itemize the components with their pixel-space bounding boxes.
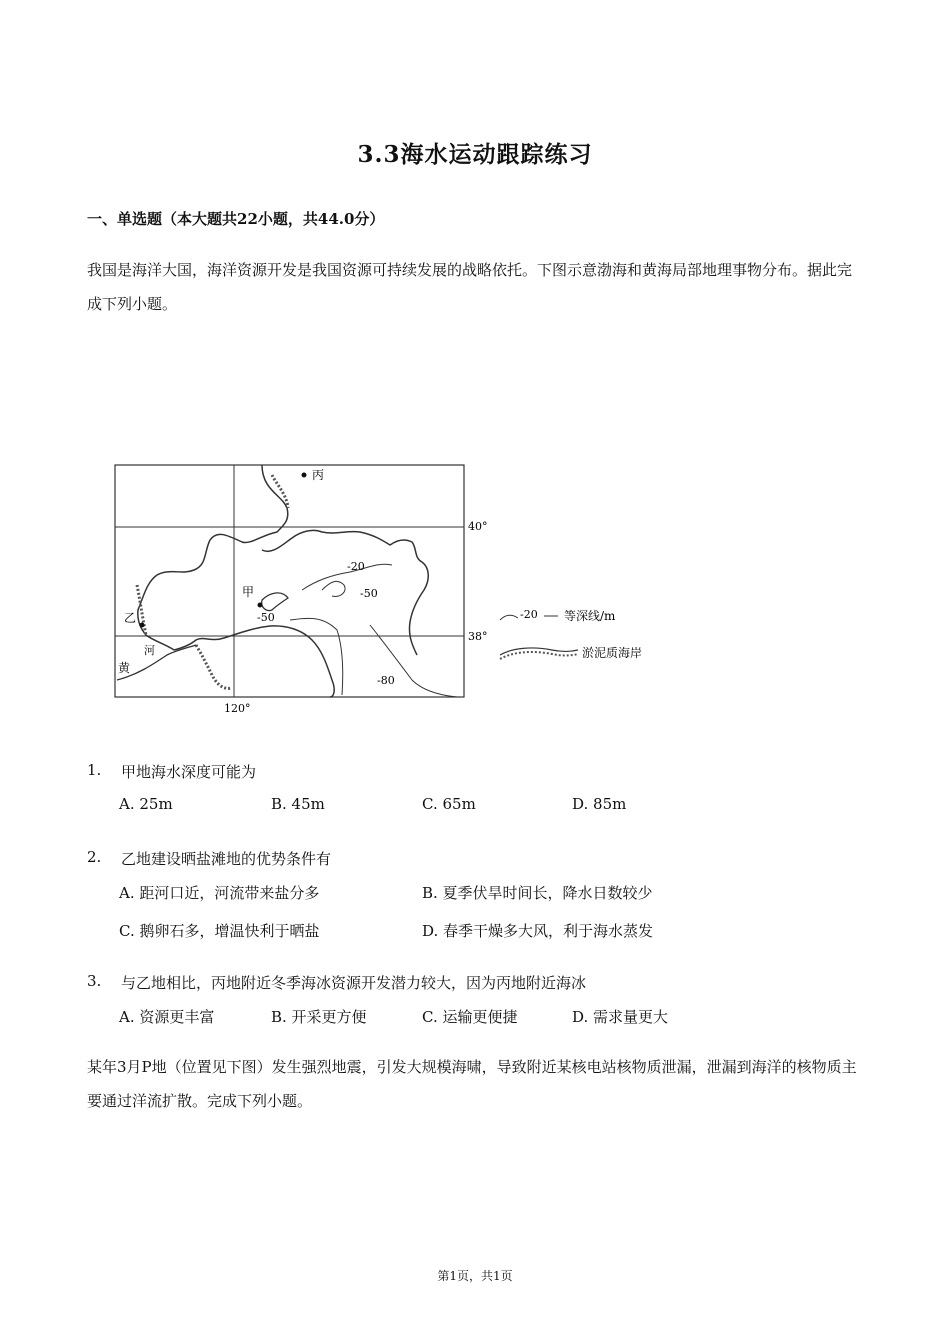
q2-option-b[interactable]: B. 夏季伏旱时间长，降水日数较少 (422, 884, 653, 902)
jia-island (262, 593, 288, 611)
question-text: 与乙地相比，丙地附近冬季海冰资源开发潜力较大，因为丙地附近海冰 (121, 974, 587, 992)
label-depth-50a: -50 (360, 587, 378, 600)
q1-option-d[interactable]: D. 85m (572, 795, 627, 813)
label-lat-38: 38° (468, 630, 488, 643)
q1-option-a[interactable]: A. 25m (119, 795, 173, 813)
label-depth-80: -80 (377, 674, 395, 687)
q2-option-a[interactable]: A. 距河口近，河流带来盐分多 (119, 884, 320, 902)
intro-paragraph-2: 某年3月P地（位置见下图）发生强烈地震，引发大规模海啸，导致附近某核电站核物质泄漏，泄漏到海洋的核物质主要通过洋流扩散。完成下列小题。 (87, 1058, 857, 1110)
intro-paragraph-1: 我国是海洋大国，海洋资源开发是我国资源可持续发展的战略依托。下图示意渤海和黄海局部地理事物分布。据此完成下列小题。 (87, 261, 853, 313)
label-jia: 甲 (242, 585, 255, 599)
mud-coast-north (272, 475, 288, 508)
q3-option-c[interactable]: C. 运输更便捷 (422, 1008, 518, 1026)
section-heading: 一、单选题（本大题共22小题，共44.0分） (87, 210, 385, 228)
label-he: 河 (144, 644, 155, 657)
page-title: 3.3海水运动跟踪练习 (357, 141, 593, 168)
question-text: 乙地建设晒盐滩地的优势条件有 (121, 850, 332, 868)
point-bing (302, 473, 307, 478)
label-lat-40: 40° (468, 520, 488, 533)
coastline-shandong (174, 626, 334, 697)
point-jia (258, 603, 263, 608)
q3-option-b[interactable]: B. 开采更方便 (271, 1008, 367, 1026)
label-depth-20: -20 (347, 560, 365, 573)
q2-option-c[interactable]: C. 鹅卵石多，增温快利于晒盐 (119, 922, 320, 940)
q3-option-d[interactable]: D. 需求量更大 (572, 1008, 669, 1026)
label-lon-120: 120° (224, 702, 251, 715)
label-depth-50b: -50 (257, 611, 275, 624)
map-frame (115, 465, 464, 697)
mud-coast-south (196, 645, 232, 688)
legend-isobath-label: 等深线/m (564, 609, 616, 623)
q3-option-a[interactable]: A. 资源更丰富 (119, 1008, 215, 1026)
isobath-50-loop (322, 581, 345, 596)
question-number: 3. (87, 972, 102, 990)
label-yi: 乙 (124, 611, 137, 625)
legend-mud-dots (500, 652, 578, 659)
map-svg (112, 450, 692, 720)
label-huang: 黄 (118, 661, 131, 675)
q1-option-c[interactable]: C. 65m (422, 795, 476, 813)
label-bing: 丙 (312, 468, 325, 482)
question-text: 甲地海水深度可能为 (121, 763, 257, 781)
q2-option-d[interactable]: D. 春季干燥多大风，利于海水蒸发 (422, 922, 654, 940)
q1-option-b[interactable]: B. 45m (271, 795, 325, 813)
legend-sample-depth: -20 (520, 608, 538, 621)
question-number: 2. (87, 848, 102, 866)
page-footer: 第1页，共1页 (437, 1269, 513, 1283)
question-number: 1. (87, 761, 102, 779)
bohai-map-figure (112, 450, 692, 720)
legend-isobath-line (500, 615, 518, 620)
legend-mud-label: 淤泥质海岸 (582, 646, 643, 660)
point-yi (140, 623, 145, 628)
